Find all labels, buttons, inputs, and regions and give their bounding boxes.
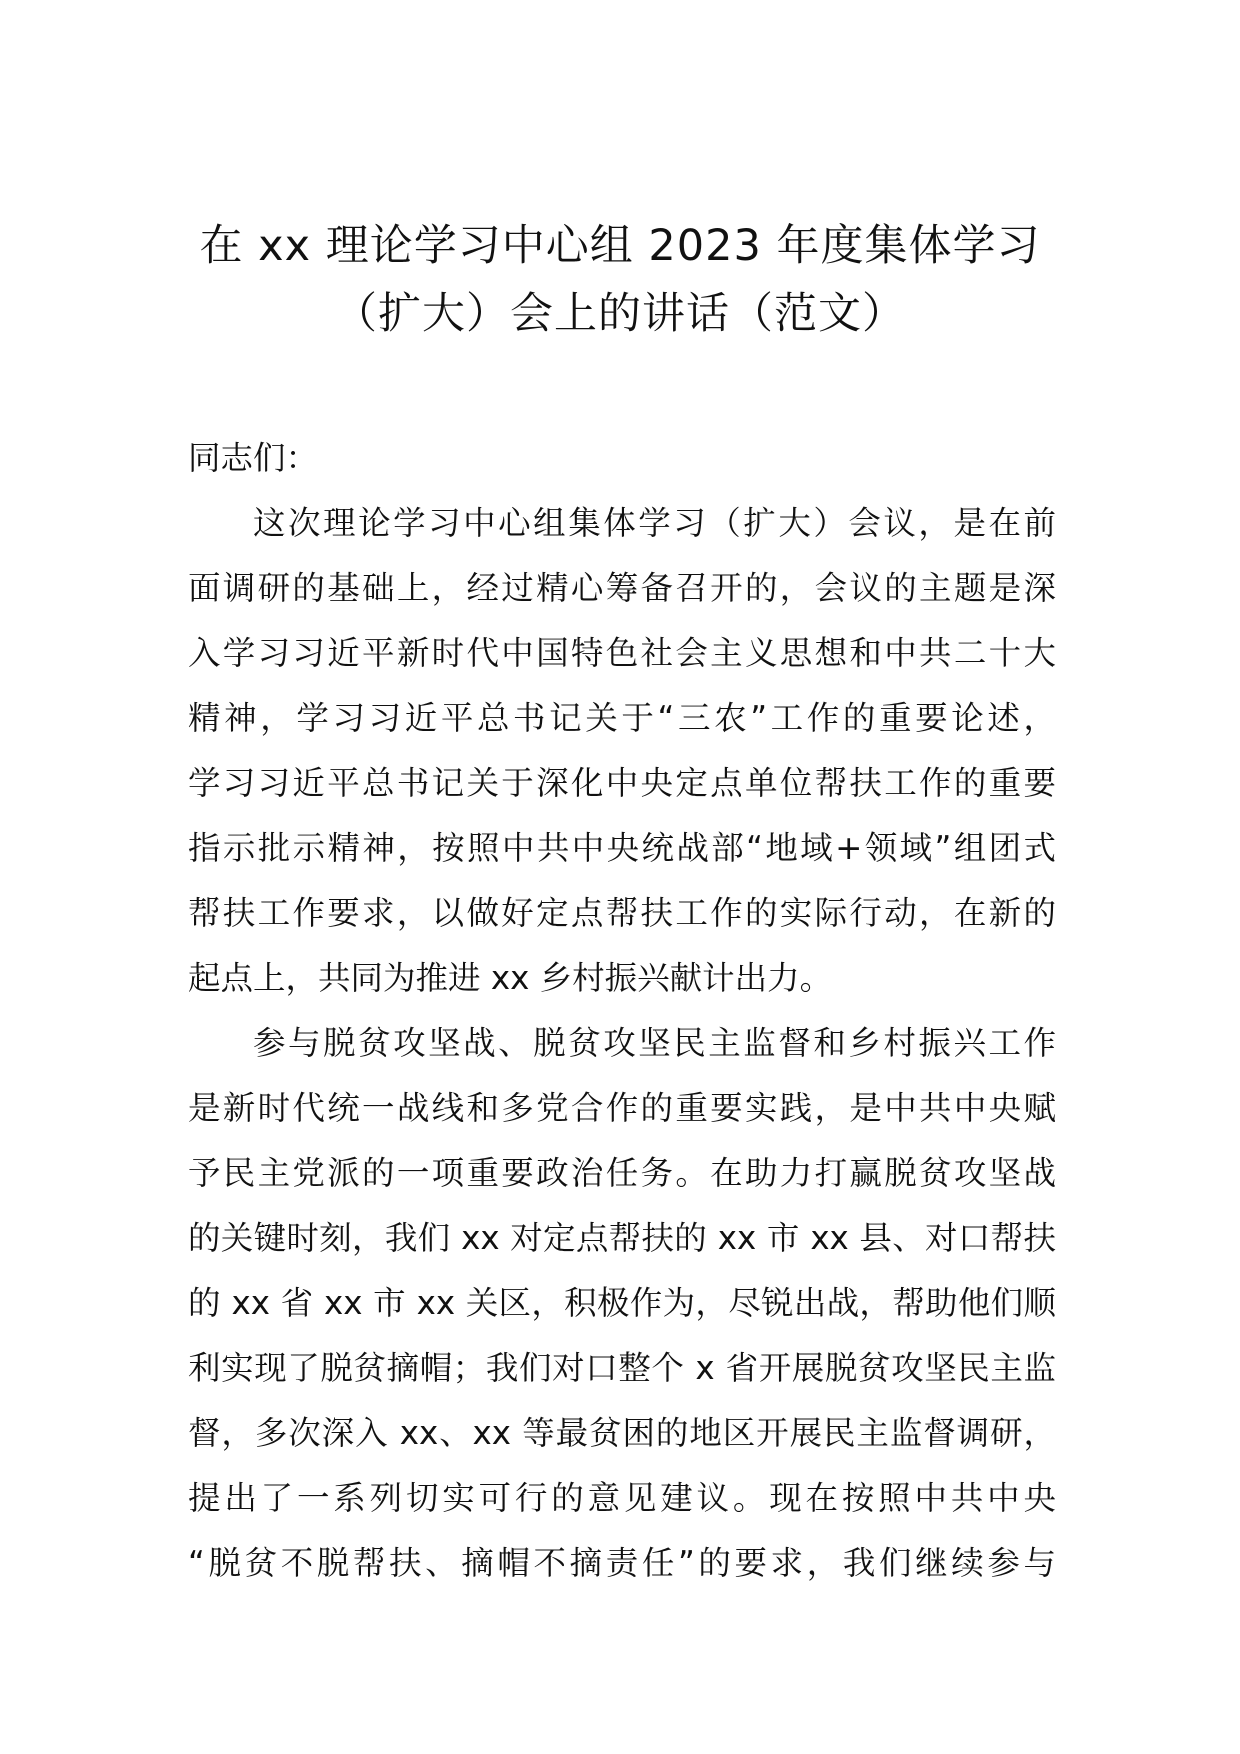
paragraph-line: 起点上，共同为推进 xx 乡村振兴献计出力。 (188, 959, 833, 997)
paragraph-line: 提出了一系列切实可行的意见建议。现在按照中共中央 (188, 1479, 1056, 1517)
paragraph-line: 的 xx 省 xx 市 xx 关区，积极作为，尽锐出战，帮助他们顺 (188, 1284, 1056, 1322)
salutation: 同志们： (188, 439, 319, 477)
title-line: 在 xx 理论学习中心组 2023 年度集体学习 (199, 221, 1041, 271)
paragraph-line: 督，多次深入 xx、xx 等最贫困的地区开展民主监督调研， (188, 1414, 1056, 1452)
title-line: （扩大）会上的讲话（范文） (334, 289, 906, 339)
paragraph-line: 指示批示精神，按照中共中央统战部“地域+领域”组团式 (188, 829, 1056, 867)
paragraph-line: 是新时代统一战线和多党合作的重要实践，是中共中央赋 (188, 1089, 1056, 1127)
paragraph-line: “脱贫不脱帮扶、摘帽不摘责任”的要求，我们继续参与 (188, 1544, 1056, 1582)
paragraph-line: 的关键时刻，我们 xx 对定点帮扶的 xx 市 xx 县、对口帮扶 (188, 1219, 1056, 1257)
paragraph-1 (188, 491, 1056, 1011)
paragraph-2 (188, 1011, 1056, 1596)
paragraph-line: 这次理论学习中心组集体学习（扩大）会议，是在前 (253, 504, 1056, 542)
document-title (150, 212, 1090, 348)
paragraph-line: 参与脱贫攻坚战、脱贫攻坚民主监督和乡村振兴工作 (253, 1024, 1056, 1062)
paragraph-line: 面调研的基础上，经过精心筹备召开的，会议的主题是深 (188, 569, 1056, 607)
paragraph-line: 利实现了脱贫摘帽；我们对口整个 x 省开展脱贫攻坚民主监 (188, 1349, 1056, 1387)
paragraph-line: 予民主党派的一项重要政治任务。在助力打赢脱贫攻坚战 (188, 1154, 1056, 1192)
paragraph-line: 入学习习近平新时代中国特色社会主义思想和中共二十大 (188, 634, 1056, 672)
paragraph-line: 学习习近平总书记关于深化中央定点单位帮扶工作的重要 (188, 764, 1056, 802)
paragraph-line: 帮扶工作要求，以做好定点帮扶工作的实际行动，在新的 (188, 894, 1056, 932)
document-body (188, 426, 1056, 1596)
paragraph-line: 精神，学习习近平总书记关于“三农”工作的重要论述， (188, 699, 1056, 737)
